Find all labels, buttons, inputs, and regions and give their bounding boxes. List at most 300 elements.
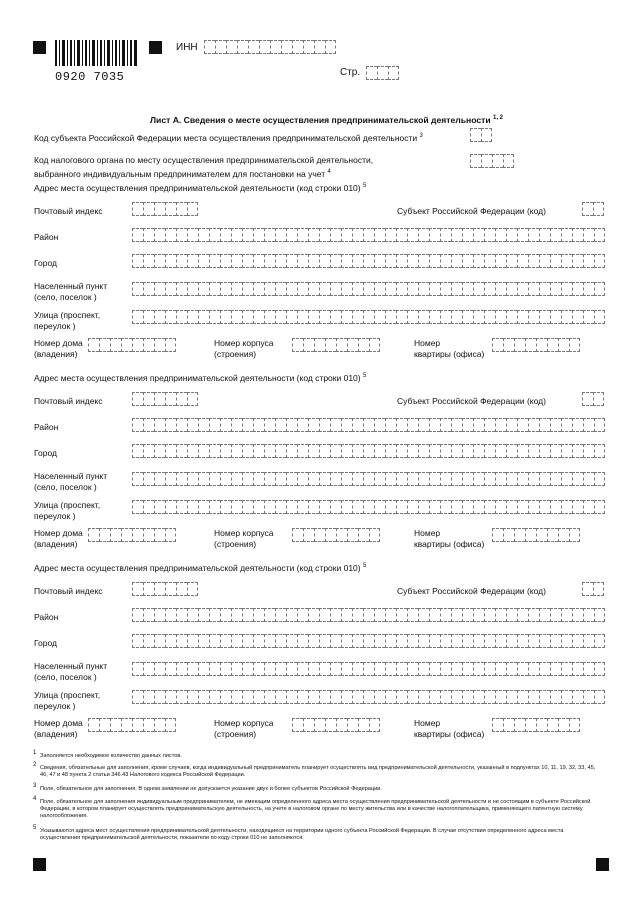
- input-cell[interactable]: [303, 528, 314, 542]
- input-cell[interactable]: [473, 690, 484, 704]
- input-cell[interactable]: [264, 444, 275, 458]
- input-cell[interactable]: [275, 634, 286, 648]
- input-cell[interactable]: [429, 662, 440, 676]
- tax-office-cells[interactable]: [470, 154, 514, 168]
- input-cell[interactable]: [517, 472, 528, 486]
- input-cell[interactable]: [583, 634, 594, 648]
- input-cell[interactable]: [550, 282, 561, 296]
- input-cell[interactable]: [220, 690, 231, 704]
- input-cell[interactable]: [385, 282, 396, 296]
- input-cell[interactable]: [220, 500, 231, 514]
- input-cell[interactable]: [462, 228, 473, 242]
- input-cell[interactable]: [242, 418, 253, 432]
- input-cell[interactable]: [264, 418, 275, 432]
- input-cell[interactable]: [154, 310, 165, 324]
- input-cell[interactable]: [352, 310, 363, 324]
- input-cell[interactable]: [385, 634, 396, 648]
- input-cell[interactable]: [308, 500, 319, 514]
- input-cell[interactable]: [231, 310, 242, 324]
- input-cell[interactable]: [347, 528, 358, 542]
- input-cell[interactable]: [314, 40, 325, 54]
- input-cell[interactable]: [143, 202, 154, 216]
- input-cell[interactable]: [165, 338, 176, 352]
- input-cell[interactable]: [539, 254, 550, 268]
- input-cell[interactable]: [154, 472, 165, 486]
- input-cell[interactable]: [429, 444, 440, 458]
- input-cell[interactable]: [503, 338, 514, 352]
- input-cell[interactable]: [198, 500, 209, 514]
- input-cell[interactable]: [303, 40, 314, 54]
- input-cell[interactable]: [198, 608, 209, 622]
- input-cell[interactable]: [143, 690, 154, 704]
- input-cell[interactable]: [286, 310, 297, 324]
- input-cell[interactable]: [209, 282, 220, 296]
- input-cell[interactable]: [484, 472, 495, 486]
- input-cell[interactable]: [407, 608, 418, 622]
- input-cell[interactable]: [369, 338, 380, 352]
- input-cell[interactable]: [242, 472, 253, 486]
- input-cell[interactable]: [517, 228, 528, 242]
- input-cell[interactable]: [484, 690, 495, 704]
- input-cell[interactable]: [495, 254, 506, 268]
- input-cell[interactable]: [341, 254, 352, 268]
- input-cell[interactable]: [429, 634, 440, 648]
- input-cell[interactable]: [154, 662, 165, 676]
- input-cell[interactable]: [226, 40, 237, 54]
- input-cell[interactable]: [470, 154, 481, 168]
- input-cell[interactable]: [187, 444, 198, 458]
- input-cell[interactable]: [176, 228, 187, 242]
- input-cell[interactable]: [209, 472, 220, 486]
- input-cell[interactable]: [550, 472, 561, 486]
- input-cell[interactable]: [325, 528, 336, 542]
- input-cell[interactable]: [569, 338, 580, 352]
- input-cell[interactable]: [550, 310, 561, 324]
- input-cell[interactable]: [143, 472, 154, 486]
- input-cell[interactable]: [275, 444, 286, 458]
- input-cell[interactable]: [495, 634, 506, 648]
- input-cell[interactable]: [473, 634, 484, 648]
- input-cell[interactable]: [165, 418, 176, 432]
- input-cell[interactable]: [341, 634, 352, 648]
- input-cell[interactable]: [396, 690, 407, 704]
- input-cell[interactable]: [484, 254, 495, 268]
- input-cell[interactable]: [451, 282, 462, 296]
- input-cell[interactable]: [396, 254, 407, 268]
- input-cell[interactable]: [242, 662, 253, 676]
- input-cell[interactable]: [154, 500, 165, 514]
- input-cell[interactable]: [528, 690, 539, 704]
- input-cell[interactable]: [558, 528, 569, 542]
- input-cell[interactable]: [319, 254, 330, 268]
- input-cell[interactable]: [594, 254, 605, 268]
- input-cell[interactable]: [143, 254, 154, 268]
- input-cell[interactable]: [396, 282, 407, 296]
- input-cell[interactable]: [143, 228, 154, 242]
- input-cell[interactable]: [341, 418, 352, 432]
- input-cell[interactable]: [407, 500, 418, 514]
- input-cell[interactable]: [132, 418, 143, 432]
- street-cells[interactable]: [132, 500, 605, 514]
- settlement-cells[interactable]: [132, 282, 605, 296]
- input-cell[interactable]: [325, 338, 336, 352]
- input-cell[interactable]: [583, 608, 594, 622]
- input-cell[interactable]: [143, 662, 154, 676]
- input-cell[interactable]: [253, 254, 264, 268]
- input-cell[interactable]: [187, 418, 198, 432]
- input-cell[interactable]: [451, 500, 462, 514]
- input-cell[interactable]: [473, 662, 484, 676]
- input-cell[interactable]: [176, 690, 187, 704]
- district-cells[interactable]: [132, 608, 605, 622]
- input-cell[interactable]: [528, 634, 539, 648]
- city-cells[interactable]: [132, 444, 605, 458]
- input-cell[interactable]: [198, 310, 209, 324]
- input-cell[interactable]: [550, 634, 561, 648]
- input-cell[interactable]: [594, 228, 605, 242]
- input-cell[interactable]: [264, 282, 275, 296]
- input-cell[interactable]: [481, 154, 492, 168]
- input-cell[interactable]: [187, 634, 198, 648]
- input-cell[interactable]: [187, 582, 198, 596]
- input-cell[interactable]: [473, 254, 484, 268]
- input-cell[interactable]: [204, 40, 215, 54]
- input-cell[interactable]: [231, 418, 242, 432]
- input-cell[interactable]: [330, 254, 341, 268]
- input-cell[interactable]: [165, 392, 176, 406]
- input-cell[interactable]: [440, 418, 451, 432]
- input-cell[interactable]: [503, 528, 514, 542]
- input-cell[interactable]: [165, 444, 176, 458]
- input-cell[interactable]: [88, 528, 99, 542]
- input-cell[interactable]: [286, 254, 297, 268]
- input-cell[interactable]: [143, 608, 154, 622]
- input-cell[interactable]: [385, 608, 396, 622]
- input-cell[interactable]: [593, 202, 604, 216]
- input-cell[interactable]: [561, 608, 572, 622]
- input-cell[interactable]: [440, 254, 451, 268]
- input-cell[interactable]: [385, 500, 396, 514]
- input-cell[interactable]: [495, 444, 506, 458]
- input-cell[interactable]: [176, 472, 187, 486]
- input-cell[interactable]: [319, 690, 330, 704]
- input-cell[interactable]: [187, 690, 198, 704]
- input-cell[interactable]: [418, 500, 429, 514]
- settlement-cells[interactable]: [132, 472, 605, 486]
- input-cell[interactable]: [231, 500, 242, 514]
- input-cell[interactable]: [561, 228, 572, 242]
- input-cell[interactable]: [550, 500, 561, 514]
- input-cell[interactable]: [363, 690, 374, 704]
- input-cell[interactable]: [275, 418, 286, 432]
- input-cell[interactable]: [539, 418, 550, 432]
- page-number-cells[interactable]: [366, 66, 399, 80]
- input-cell[interactable]: [363, 500, 374, 514]
- input-cell[interactable]: [286, 418, 297, 432]
- input-cell[interactable]: [121, 528, 132, 542]
- input-cell[interactable]: [259, 40, 270, 54]
- input-cell[interactable]: [154, 282, 165, 296]
- input-cell[interactable]: [396, 608, 407, 622]
- input-cell[interactable]: [314, 528, 325, 542]
- input-cell[interactable]: [275, 282, 286, 296]
- input-cell[interactable]: [286, 472, 297, 486]
- input-cell[interactable]: [330, 690, 341, 704]
- input-cell[interactable]: [198, 282, 209, 296]
- input-cell[interactable]: [154, 690, 165, 704]
- input-cell[interactable]: [99, 718, 110, 732]
- input-cell[interactable]: [517, 444, 528, 458]
- input-cell[interactable]: [539, 228, 550, 242]
- input-cell[interactable]: [330, 444, 341, 458]
- input-cell[interactable]: [132, 392, 143, 406]
- input-cell[interactable]: [297, 228, 308, 242]
- input-cell[interactable]: [550, 228, 561, 242]
- input-cell[interactable]: [492, 338, 503, 352]
- input-cell[interactable]: [451, 472, 462, 486]
- input-cell[interactable]: [143, 582, 154, 596]
- input-cell[interactable]: [352, 418, 363, 432]
- input-cell[interactable]: [462, 690, 473, 704]
- input-cell[interactable]: [176, 500, 187, 514]
- input-cell[interactable]: [473, 444, 484, 458]
- input-cell[interactable]: [366, 66, 377, 80]
- input-cell[interactable]: [550, 254, 561, 268]
- input-cell[interactable]: [132, 528, 143, 542]
- input-cell[interactable]: [495, 500, 506, 514]
- apartment-cells[interactable]: [492, 338, 580, 352]
- input-cell[interactable]: [242, 228, 253, 242]
- input-cell[interactable]: [363, 228, 374, 242]
- input-cell[interactable]: [220, 444, 231, 458]
- input-cell[interactable]: [470, 128, 481, 142]
- input-cell[interactable]: [451, 634, 462, 648]
- input-cell[interactable]: [363, 282, 374, 296]
- input-cell[interactable]: [198, 662, 209, 676]
- input-cell[interactable]: [363, 472, 374, 486]
- input-cell[interactable]: [547, 528, 558, 542]
- input-cell[interactable]: [132, 202, 143, 216]
- input-cell[interactable]: [572, 228, 583, 242]
- input-cell[interactable]: [385, 310, 396, 324]
- input-cell[interactable]: [407, 690, 418, 704]
- input-cell[interactable]: [99, 528, 110, 542]
- input-cell[interactable]: [440, 608, 451, 622]
- input-cell[interactable]: [429, 690, 440, 704]
- input-cell[interactable]: [473, 500, 484, 514]
- input-cell[interactable]: [572, 254, 583, 268]
- input-cell[interactable]: [506, 444, 517, 458]
- input-cell[interactable]: [525, 528, 536, 542]
- input-cell[interactable]: [539, 282, 550, 296]
- input-cell[interactable]: [154, 202, 165, 216]
- input-cell[interactable]: [143, 718, 154, 732]
- input-cell[interactable]: [209, 444, 220, 458]
- input-cell[interactable]: [330, 282, 341, 296]
- building-cells[interactable]: [292, 718, 380, 732]
- street-cells[interactable]: [132, 690, 605, 704]
- input-cell[interactable]: [209, 310, 220, 324]
- input-cell[interactable]: [198, 418, 209, 432]
- input-cell[interactable]: [583, 662, 594, 676]
- input-cell[interactable]: [440, 662, 451, 676]
- input-cell[interactable]: [314, 338, 325, 352]
- input-cell[interactable]: [495, 310, 506, 324]
- input-cell[interactable]: [215, 40, 226, 54]
- input-cell[interactable]: [154, 608, 165, 622]
- region-subject-cells[interactable]: [582, 582, 604, 596]
- input-cell[interactable]: [385, 444, 396, 458]
- input-cell[interactable]: [374, 662, 385, 676]
- input-cell[interactable]: [451, 444, 462, 458]
- input-cell[interactable]: [347, 338, 358, 352]
- input-cell[interactable]: [110, 718, 121, 732]
- input-cell[interactable]: [558, 718, 569, 732]
- input-cell[interactable]: [385, 472, 396, 486]
- input-cell[interactable]: [253, 634, 264, 648]
- input-cell[interactable]: [143, 634, 154, 648]
- input-cell[interactable]: [275, 472, 286, 486]
- input-cell[interactable]: [297, 608, 308, 622]
- input-cell[interactable]: [88, 718, 99, 732]
- input-cell[interactable]: [481, 128, 492, 142]
- input-cell[interactable]: [286, 282, 297, 296]
- input-cell[interactable]: [561, 472, 572, 486]
- input-cell[interactable]: [418, 254, 429, 268]
- input-cell[interactable]: [583, 690, 594, 704]
- input-cell[interactable]: [292, 338, 303, 352]
- input-cell[interactable]: [374, 418, 385, 432]
- input-cell[interactable]: [517, 254, 528, 268]
- input-cell[interactable]: [275, 254, 286, 268]
- input-cell[interactable]: [187, 254, 198, 268]
- input-cell[interactable]: [525, 338, 536, 352]
- input-cell[interactable]: [231, 608, 242, 622]
- input-cell[interactable]: [132, 310, 143, 324]
- input-cell[interactable]: [561, 500, 572, 514]
- input-cell[interactable]: [396, 418, 407, 432]
- input-cell[interactable]: [143, 418, 154, 432]
- input-cell[interactable]: [198, 690, 209, 704]
- input-cell[interactable]: [286, 690, 297, 704]
- input-cell[interactable]: [495, 228, 506, 242]
- input-cell[interactable]: [319, 418, 330, 432]
- input-cell[interactable]: [593, 392, 604, 406]
- input-cell[interactable]: [341, 690, 352, 704]
- input-cell[interactable]: [253, 500, 264, 514]
- input-cell[interactable]: [154, 418, 165, 432]
- input-cell[interactable]: [314, 718, 325, 732]
- input-cell[interactable]: [187, 472, 198, 486]
- input-cell[interactable]: [547, 718, 558, 732]
- input-cell[interactable]: [297, 500, 308, 514]
- input-cell[interactable]: [572, 634, 583, 648]
- input-cell[interactable]: [165, 228, 176, 242]
- input-cell[interactable]: [440, 472, 451, 486]
- input-cell[interactable]: [297, 662, 308, 676]
- input-cell[interactable]: [352, 444, 363, 458]
- input-cell[interactable]: [143, 392, 154, 406]
- input-cell[interactable]: [154, 254, 165, 268]
- input-cell[interactable]: [561, 690, 572, 704]
- input-cell[interactable]: [484, 634, 495, 648]
- input-cell[interactable]: [506, 634, 517, 648]
- input-cell[interactable]: [407, 662, 418, 676]
- input-cell[interactable]: [292, 40, 303, 54]
- input-cell[interactable]: [572, 662, 583, 676]
- input-cell[interactable]: [154, 392, 165, 406]
- input-cell[interactable]: [396, 472, 407, 486]
- input-cell[interactable]: [264, 228, 275, 242]
- input-cell[interactable]: [374, 228, 385, 242]
- input-cell[interactable]: [121, 718, 132, 732]
- input-cell[interactable]: [440, 634, 451, 648]
- input-cell[interactable]: [352, 690, 363, 704]
- input-cell[interactable]: [539, 472, 550, 486]
- input-cell[interactable]: [308, 418, 319, 432]
- input-cell[interactable]: [407, 228, 418, 242]
- input-cell[interactable]: [418, 444, 429, 458]
- input-cell[interactable]: [325, 718, 336, 732]
- input-cell[interactable]: [352, 254, 363, 268]
- input-cell[interactable]: [264, 662, 275, 676]
- input-cell[interactable]: [264, 310, 275, 324]
- input-cell[interactable]: [451, 254, 462, 268]
- input-cell[interactable]: [143, 528, 154, 542]
- input-cell[interactable]: [187, 500, 198, 514]
- input-cell[interactable]: [154, 228, 165, 242]
- input-cell[interactable]: [407, 444, 418, 458]
- input-cell[interactable]: [121, 338, 132, 352]
- input-cell[interactable]: [594, 310, 605, 324]
- input-cell[interactable]: [440, 444, 451, 458]
- input-cell[interactable]: [418, 310, 429, 324]
- input-cell[interactable]: [308, 310, 319, 324]
- input-cell[interactable]: [154, 444, 165, 458]
- input-cell[interactable]: [462, 444, 473, 458]
- input-cell[interactable]: [132, 228, 143, 242]
- input-cell[interactable]: [495, 662, 506, 676]
- input-cell[interactable]: [374, 472, 385, 486]
- input-cell[interactable]: [231, 662, 242, 676]
- input-cell[interactable]: [231, 690, 242, 704]
- input-cell[interactable]: [418, 634, 429, 648]
- input-cell[interactable]: [462, 310, 473, 324]
- input-cell[interactable]: [242, 282, 253, 296]
- input-cell[interactable]: [517, 608, 528, 622]
- input-cell[interactable]: [187, 662, 198, 676]
- input-cell[interactable]: [297, 444, 308, 458]
- input-cell[interactable]: [132, 608, 143, 622]
- input-cell[interactable]: [198, 228, 209, 242]
- input-cell[interactable]: [451, 690, 462, 704]
- input-cell[interactable]: [594, 282, 605, 296]
- input-cell[interactable]: [583, 472, 594, 486]
- input-cell[interactable]: [536, 528, 547, 542]
- input-cell[interactable]: [176, 608, 187, 622]
- input-cell[interactable]: [572, 472, 583, 486]
- input-cell[interactable]: [165, 282, 176, 296]
- input-cell[interactable]: [385, 662, 396, 676]
- region-subject-cells[interactable]: [582, 202, 604, 216]
- input-cell[interactable]: [253, 282, 264, 296]
- input-cell[interactable]: [550, 662, 561, 676]
- input-cell[interactable]: [264, 608, 275, 622]
- input-cell[interactable]: [418, 608, 429, 622]
- input-cell[interactable]: [550, 444, 561, 458]
- input-cell[interactable]: [330, 608, 341, 622]
- input-cell[interactable]: [352, 228, 363, 242]
